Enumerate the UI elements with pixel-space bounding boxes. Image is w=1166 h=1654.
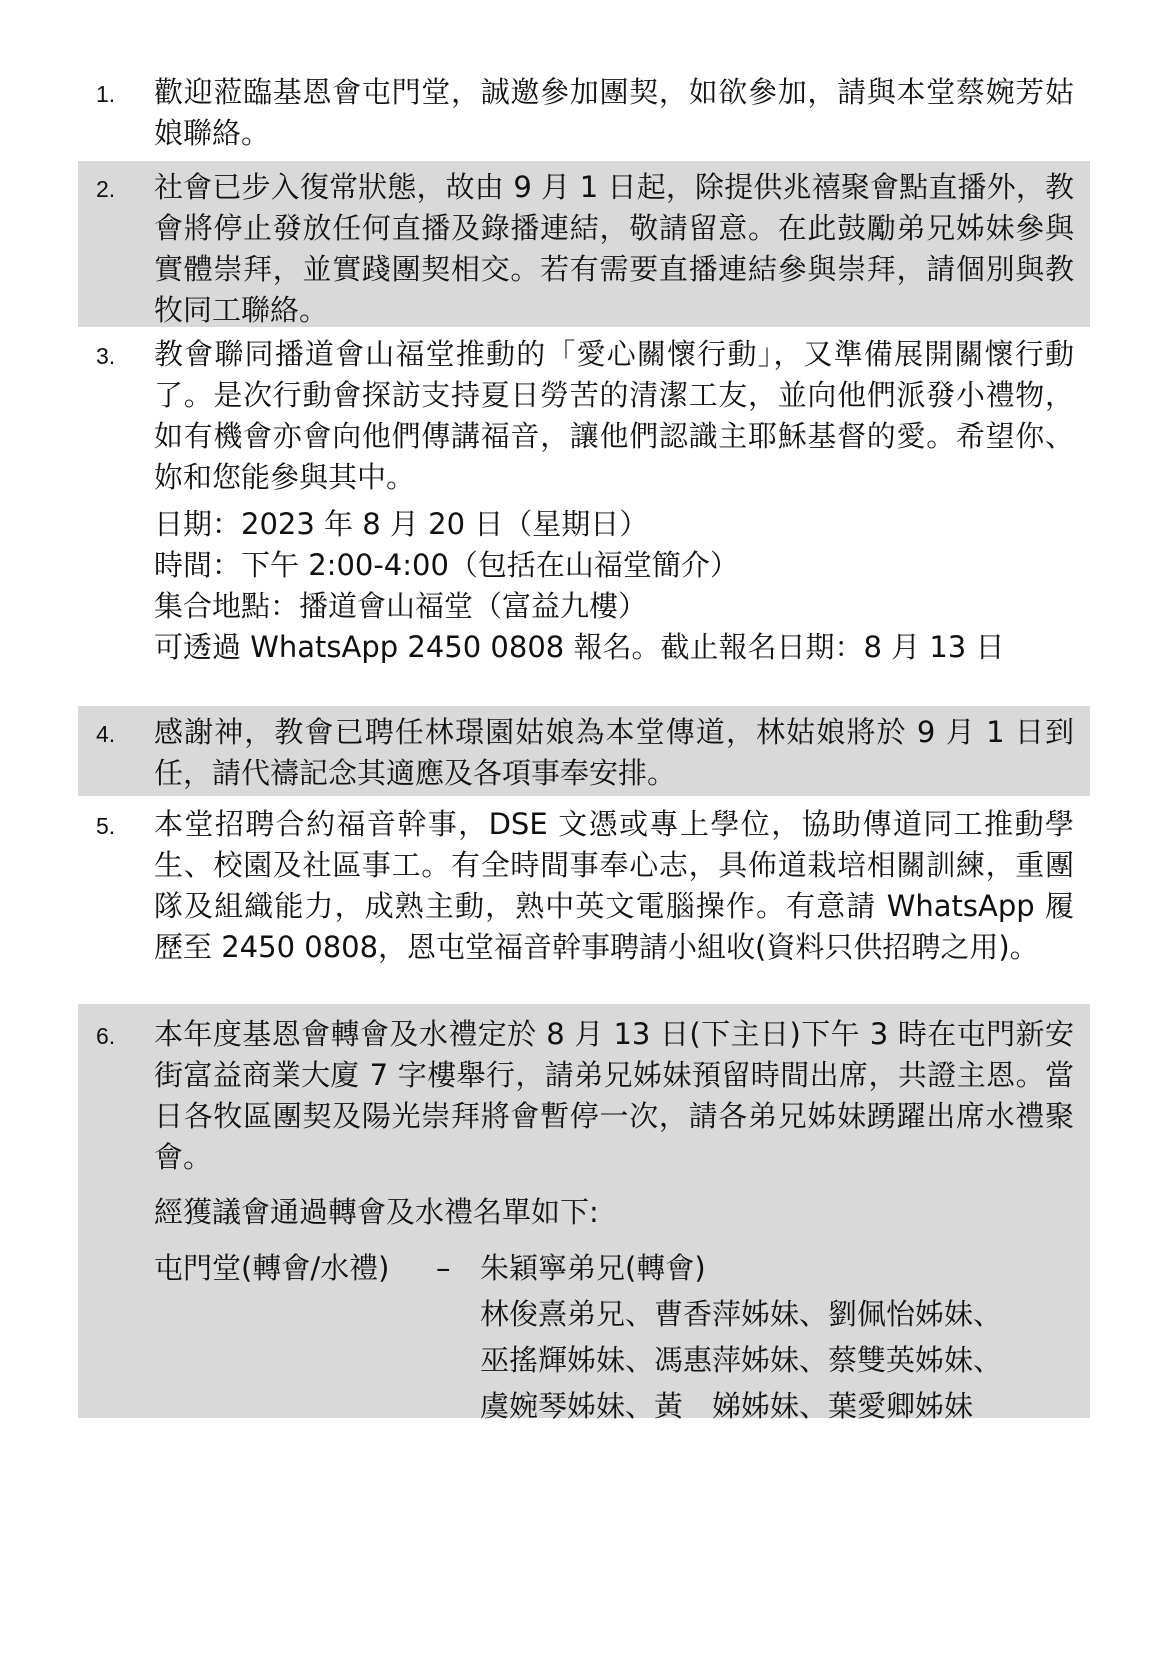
event-date: 日期：2023 年 8 月 20 日（星期日） [154,507,649,541]
announcement-number: 1. [96,81,116,107]
event-registration: 可透過 WhatsApp 2450 0808 報名。截止報名日期：8 月 13 日 [154,630,1005,664]
name-row [154,1245,1074,1291]
announcement-1 [78,68,1090,160]
announcement-5 [78,798,1090,1004]
event-time: 時間：下午 2:00-4:00（包括在山福堂簡介） [154,548,739,582]
name-row [154,1383,1074,1429]
church-label: 屯門堂(轉會/水禮) [154,1251,390,1285]
announcement-2 [78,161,1090,327]
baptism-name-list [154,1245,1074,1429]
name-row [154,1291,1074,1337]
announcement-body: 本堂招聘合約福音幹事，DSE 文憑或專上學位，協助傳道同工推動學生、校園及社區事工。有全時間事奉心志，具佈道栽培相關訓練，重團隊及組織能力，成熟主動，熟中英文電腦操作。有意請 WhatsApp 履歷至 2450 0808，恩屯堂福音幹事聘請小組收(資料只供招聘之用)。 [154,807,1074,964]
announcement-text [154,167,1074,331]
name-entry: 巫搖輝姊妹、馮惠萍姊妹、蔡雙英姊妹、 [480,1343,1003,1377]
name-entry: 林俊熹弟兄、曹香萍姊妹、劉佩怡姊妹、 [480,1297,1003,1331]
announcement-number: 3. [96,343,116,369]
announcement-body: 本年度基恩會轉會及水禮定於 8 月 13 日(下主日)下午 3 時在屯門新安街富益商業大廈 7 字樓舉行，請弟兄姊妹預留時間出席，共證主恩。當日各牧區團契及陽光崇拜將會暫停一次，請各弟兄姊妹踴躍出席水禮聚會。 [154,1017,1074,1174]
baptism-list-intro: 經獲議會通過轉會及水禮名單如下: [154,1195,599,1229]
name-row [154,1337,1074,1383]
event-venue: 集合地點：播道會山福堂（富益九樓） [154,589,648,623]
announcement-body: 教會聯同播道會山福堂推動的「愛心關懷行動」，又準備展開關懷行動了。是次行動會探訪支持夏日勞苦的清潔工友，並向他們派發小禮物，如有機會亦會向他們傳講福音，讓他們認識主耶穌基督的愛。希望你、妳和您能參與其中。 [154,337,1074,494]
announcement-3 [78,330,1090,706]
announcement-text [154,334,1074,668]
announcement-text [154,804,1074,968]
announcement-body: 社會已步入復常狀態，故由 9 月 1 日起，除提供兆禧聚會點直播外，教會將停止發放任何直播及錄播連結，敬請留意。在此鼓勵弟兄姊妹參與實體崇拜，並實踐團契相交。若有需要直播連結參與崇拜，請個別與教牧同工聯絡。 [154,170,1074,327]
announcement-body: 歡迎蒞臨基恩會屯門堂，誠邀參加團契，如欲參加，請與本堂蔡婉芳姑娘聯絡。 [154,75,1074,150]
announcement-number: 5. [96,813,116,839]
announcement-number: 2. [96,176,116,202]
announcement-text [154,712,1074,794]
announcement-number: 4. [96,721,116,747]
announcement-4 [78,706,1090,796]
announcement-text [154,1014,1074,1429]
name-entry: 朱穎寧弟兄(轉會) [480,1251,706,1285]
announcement-number: 6. [96,1023,116,1049]
name-entry: 虞婉琴姊妹、黃 娣姊妹、葉愛卿姊妹 [480,1389,974,1423]
announcement-body: 感謝神，教會已聘任林璟園姑娘為本堂傳道，林姑娘將於 9 月 1 日到任，請代禱記念其適應及各項事奉安排。 [154,715,1074,790]
announcement-6 [78,1004,1090,1423]
separator-dash: – [436,1251,451,1285]
announcement-text [154,72,1074,154]
